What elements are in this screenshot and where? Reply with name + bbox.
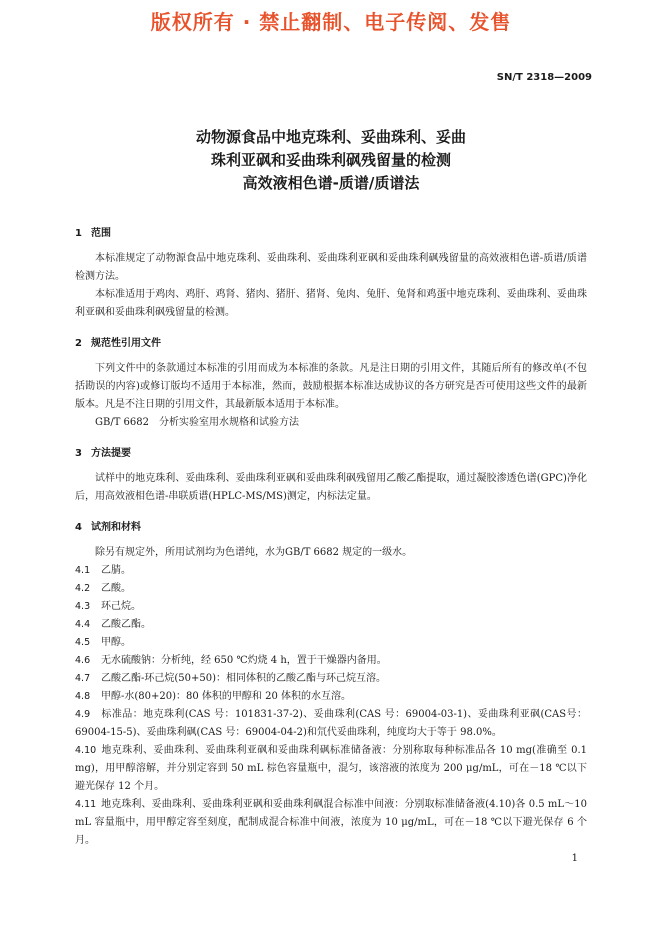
section-title: 方法提要: [91, 448, 131, 459]
list-item: [75, 634, 587, 652]
copyright-watermark: 版权所有 · 禁止翻制、电子传阅、发售: [150, 10, 512, 34]
list-item: [75, 580, 587, 598]
item-text: 无水硫酸钠：分析纯，经 650 ℃灼烧 4 h，置于干燥器内备用。: [101, 655, 387, 666]
item-number: 4.7: [75, 673, 91, 684]
item-number: 4.9: [75, 709, 91, 720]
item-text: 地克珠利、妥曲珠利、妥曲珠利亚砜和妥曲珠利砜混合标准中间液：分别取标准储备液(4.10)各 0.5 mL～10 mL 容量瓶中，用甲醇定容至刻度，配制成混合标准中间液，浓度为 10 μg/mL，可在－18 ℃以下避光保存 6 个月。: [75, 799, 587, 846]
item-text: 乙酸乙酯-环己烷(50+50)：相同体积的乙酸乙酯与环己烷互溶。: [101, 673, 387, 684]
list-item: [75, 742, 587, 796]
item-text: 乙酸。: [101, 583, 131, 594]
title-line-3: 高效液相色谱-质谱/质谱法: [242, 174, 420, 192]
item-number: 4.1: [75, 565, 91, 576]
paragraph: 除另有规定外，所用试剂均为色谱纯，水为GB/T 6682 规定的一级水。: [95, 547, 413, 558]
document-body: [75, 226, 587, 850]
item-text: 环己烷。: [101, 601, 141, 612]
section-heading-scope: [75, 226, 587, 242]
section-number: 1: [75, 228, 82, 239]
list-item: [75, 652, 587, 670]
item-number: 4.2: [75, 583, 91, 594]
list-item: [75, 706, 587, 742]
item-text: 地克珠利、妥曲珠利、妥曲珠利亚砜和妥曲珠利砜标准储备液：分别称取每种标准品各 10 mg(准确至 0.1 mg)，用甲醇溶解，并分别定容到 50 mL 棕色容量瓶中，混匀，该溶液的浓度为 200 μg/mL，可在－18 ℃以下避光保存 12 个月。: [75, 745, 587, 792]
item-text: 乙腈。: [101, 565, 131, 576]
section-title: 试剂和材料: [91, 522, 141, 533]
list-item: [75, 796, 587, 850]
paragraph: 本标准规定了动物源食品中地克珠利、妥曲珠利、妥曲珠利亚砜和妥曲珠利砜残留量的高效液相色谱-质谱/质谱检测方法。: [75, 253, 587, 282]
item-text: 甲醇-水(80+20)：80 体积的甲醇和 20 体积的水互溶。: [101, 691, 351, 702]
page-number: 1: [571, 853, 578, 864]
section-number: 4: [75, 522, 82, 533]
section-heading-references: [75, 336, 587, 352]
item-text: 甲醇。: [101, 637, 131, 648]
list-item: [75, 688, 587, 706]
section-heading-reagents: [75, 520, 587, 536]
title-line-1: 动物源食品中地克珠利、妥曲珠利、妥曲: [195, 128, 466, 146]
section-number: 3: [75, 448, 82, 459]
list-item: [75, 598, 587, 616]
item-number: 4.8: [75, 691, 91, 702]
item-number: 4.5: [75, 637, 91, 648]
document-title: [0, 126, 662, 195]
title-line-2: 珠利亚砜和妥曲珠利砜残留量的检测: [210, 151, 451, 169]
list-item: [75, 616, 587, 634]
section-title: 规范性引用文件: [91, 338, 161, 349]
paragraph: 试样中的地克珠利、妥曲珠利、妥曲珠利亚砜和妥曲珠利砜残留用乙酸乙酯提取，通过凝胶渗透色谱(GPC)净化后，用高效液相色谱-串联质谱(HPLC-MS/MS)测定，内标法定量。: [75, 473, 587, 502]
standard-number: SN/T 2318—2009: [496, 72, 592, 83]
section-title: 范围: [91, 228, 111, 239]
paragraph: 本标准适用于鸡肉、鸡肝、鸡肾、猪肉、猪肝、猪肾、兔肉、兔肝、兔肾和鸡蛋中地克珠利、妥曲珠利、妥曲珠利亚砜和妥曲珠利砜残留量的检测。: [75, 289, 587, 318]
item-text: 乙酸乙酯。: [101, 619, 151, 630]
item-number: 4.10: [75, 745, 97, 756]
item-number: 4.11: [75, 799, 97, 810]
item-number: 4.4: [75, 619, 91, 630]
paragraph: GB/T 6682 分析实验室用水规格和试验方法: [95, 417, 300, 428]
list-item: [75, 562, 587, 580]
item-text: 标准品：地克珠利(CAS 号：101831-37-2)、妥曲珠利(CAS 号：69004-03-1)、妥曲珠利亚砜(CAS号：69004-15-5)、妥曲珠利砜(CAS 号：69004-04-2)和氘代妥曲珠利，纯度均大于等于 98.0%。: [75, 709, 587, 738]
paragraph: 下列文件中的条款通过本标准的引用而成为本标准的条款。凡是注日期的引用文件，其随后所有的修改单(不包括勘误的内容)或修订版均不适用于本标准，然而，鼓励根据本标准达成协议的各方研究是否可使用这些文件的最新版本。凡是不注日期的引用文件，其最新版本适用于本标准。: [75, 363, 587, 410]
section-heading-principle: [75, 446, 587, 462]
item-number: 4.6: [75, 655, 91, 666]
section-number: 2: [75, 338, 82, 349]
list-item: [75, 670, 587, 688]
item-number: 4.3: [75, 601, 91, 612]
